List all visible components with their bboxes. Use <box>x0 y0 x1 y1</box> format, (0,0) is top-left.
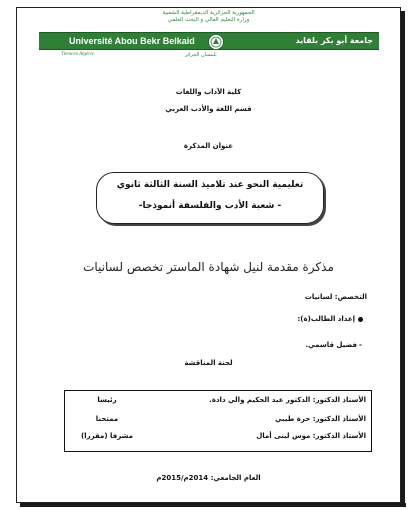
prepared-by-label: إعداد الطالب(ة): <box>297 315 355 323</box>
gov-line-1: الجمهورية الجزائرية الديمقراطية الشعبية <box>162 10 255 16</box>
jury-row <box>64 396 372 410</box>
bullet-dot-icon <box>358 317 363 322</box>
thesis-title-label: عنوان المذكرة <box>183 142 234 150</box>
jury-member-name: الأستاذ الدكتور: موس لبنى أمال <box>256 432 366 440</box>
thesis-title-line-1: تعليمية النحو عند تلاميذ السنة الثالثة ثانوي <box>116 180 304 190</box>
jury-member-role: مشرفا (مقررا) <box>80 432 133 440</box>
jury-member-name: الأستاذ الدكتور: حرة طيبي <box>274 415 366 423</box>
jury-row <box>64 432 372 446</box>
committee-label: لجنة المناقشة <box>184 359 233 367</box>
student-name: فضيل قاسمي. <box>305 341 357 349</box>
list-dash: - <box>359 341 362 349</box>
department-name: قسم اللغة والأدب العربي <box>165 105 252 113</box>
jury-member-name: الأستاذ الدكتور: الدكتور عبد الحكيم والي دادة. <box>209 396 366 404</box>
faculty-name: كلية الآداب واللغات <box>175 88 242 96</box>
document-page <box>16 7 401 503</box>
university-emblem-icon <box>208 34 224 50</box>
jury-member-role: رئيسا <box>97 396 117 404</box>
city-ar: تلمسان الجزائر <box>185 52 217 58</box>
university-name-ar: جامعة أبو بكر بلقايد <box>295 36 373 45</box>
university-name-fr: Université Abou Bekr Belkaid <box>69 36 195 46</box>
academic-year: العام الجامعي: 2014م/2015م <box>156 474 261 482</box>
gov-line-2: وزارة التعليم العالي و البحث العلمي <box>167 17 250 23</box>
jury-member-role: ممتحنا <box>95 415 119 423</box>
specialization: التخصص: لسانيات <box>304 293 367 301</box>
government-header <box>17 10 400 24</box>
city-fr: Tlemcen Algérie <box>61 52 94 57</box>
thesis-title-line-2: - شعبة الأدب والفلسفة أنموذجا- <box>138 201 282 211</box>
jury-row <box>64 415 372 429</box>
degree-statement: مذكرة مقدمة لنيل شهادة الماستر تخصص لسانيات <box>83 260 334 274</box>
